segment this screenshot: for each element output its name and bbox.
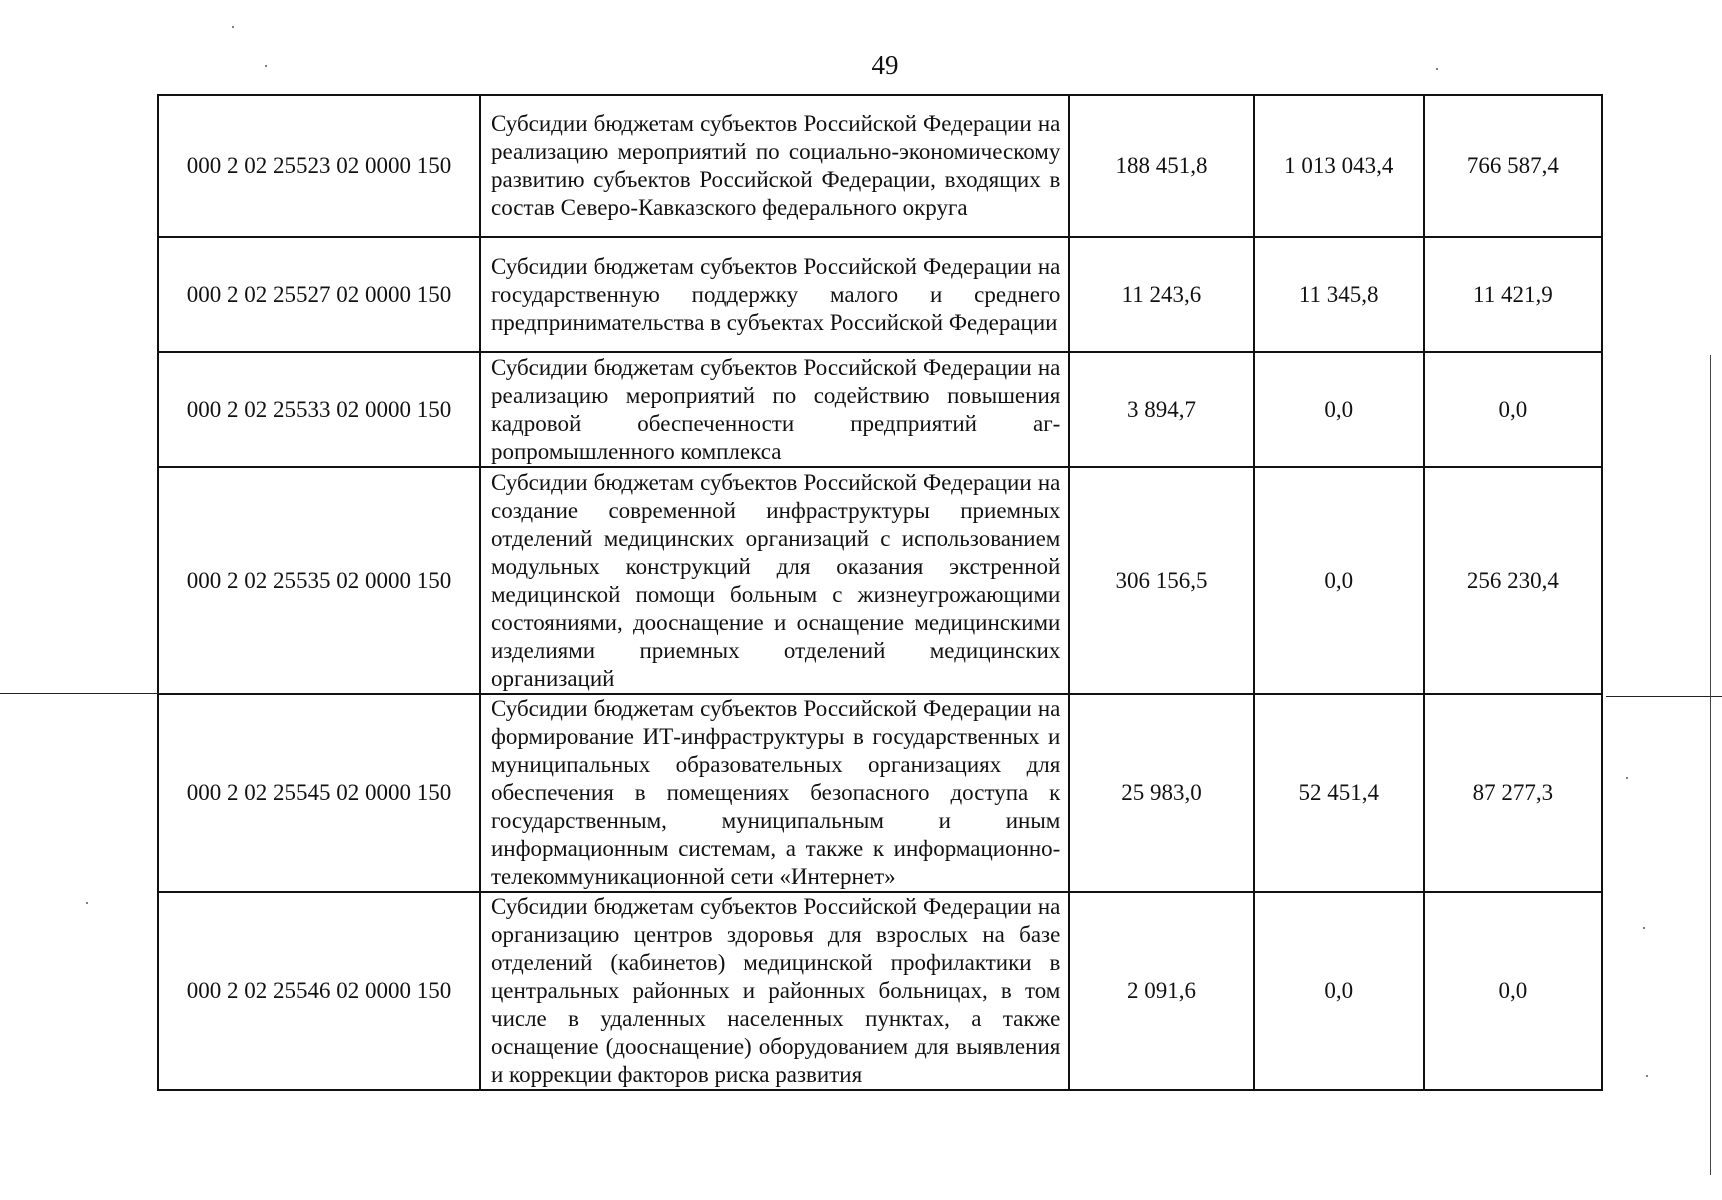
budget-code-cell: 000 2 02 25523 02 0000 150 [158, 95, 480, 237]
table-row [158, 237, 1602, 352]
scan-speck [232, 26, 234, 28]
value-year1-cell: 306 156,5 [1069, 467, 1253, 694]
scan-speck [86, 902, 88, 904]
value-year2-cell: 1 013 043,4 [1254, 95, 1424, 237]
value-year1-cell: 25 983,0 [1069, 694, 1253, 892]
value-year1-cell: 11 243,6 [1069, 237, 1253, 352]
budget-table [157, 94, 1603, 1091]
budget-code-cell: 000 2 02 25527 02 0000 150 [158, 237, 480, 352]
description-cell: Субсидии бюджетам субъектов Российской Федерации на реализацию мероприятий по содействию повышения кадровой обеспеченности предприятий агропромышленного комплекса [480, 352, 1069, 467]
scan-speck [1646, 1075, 1648, 1077]
scan-speck [1643, 927, 1645, 929]
value-year2-cell: 0,0 [1254, 352, 1424, 467]
value-year2-cell: 52 451,4 [1254, 694, 1424, 892]
description-cell: Субсидии бюджетам субъектов Российской Федерации на организацию центров здоровья для взрослых на базе отделений (кабинетов) медицинской профилактики в центральных районных и районных больницах, в том числе в удаленных населенных пунктах, а также оснащение (дооснащение) оборудованием для выявления и коррекции факторов риска развития [480, 892, 1069, 1090]
scan-fold-line-right [1606, 696, 1722, 697]
scan-speck [1626, 777, 1628, 779]
description-cell: Субсидии бюджетам субъектов Российской Федерации на формирование ИТ-инфраструктуры в государственных и муниципальных образовательных организациях для обеспечения в помещениях безопасного доступа к государственным, муниципальным и иным информационным системам, а также к информационно-телекоммуникационной сети «Интернет» [480, 694, 1069, 892]
table-row [158, 95, 1602, 237]
scan-edge-line [1710, 355, 1711, 1175]
value-year1-cell: 3 894,7 [1069, 352, 1253, 467]
budget-code-cell: 000 2 02 25545 02 0000 150 [158, 694, 480, 892]
value-year2-cell: 0,0 [1254, 467, 1424, 694]
scan-speck [265, 65, 267, 67]
value-year1-cell: 188 451,8 [1069, 95, 1253, 237]
value-year3-cell: 766 587,4 [1424, 95, 1602, 237]
value-year2-cell: 11 345,8 [1254, 237, 1424, 352]
description-cell: Субсидии бюджетам субъектов Российской Федерации на реализацию мероприятий по социально-экономическому развитию субъектов Российской Федерации, входящих в состав Северо-Кавказского федерального округа [480, 95, 1069, 237]
page-number: 49 [871, 50, 899, 80]
value-year1-cell: 2 091,6 [1069, 892, 1253, 1090]
value-year2-cell: 0,0 [1254, 892, 1424, 1090]
budget-code-cell: 000 2 02 25535 02 0000 150 [158, 467, 480, 694]
description-cell: Субсидии бюджетам субъектов Российской Федерации на государственную поддержку малого и среднего предпринимательства в субъектах Российской Федерации [480, 237, 1069, 352]
value-year3-cell: 0,0 [1424, 892, 1602, 1090]
value-year3-cell: 256 230,4 [1424, 467, 1602, 694]
budget-code-cell: 000 2 02 25533 02 0000 150 [158, 352, 480, 467]
value-year3-cell: 87 277,3 [1424, 694, 1602, 892]
scan-fold-line-left [0, 693, 160, 694]
value-year3-cell: 0,0 [1424, 352, 1602, 467]
value-year3-cell: 11 421,9 [1424, 237, 1602, 352]
description-cell: Субсидии бюджетам субъектов Российской Федерации на создание современной инфраструктуры приемных отделений медицинских организаций с использованием модульных конструкций для оказания экстренной медицинской помощи больным с жизнеугрожающими состояниями, дооснащение и оснащение медицинскими изделиями приемных отделений медицинских организаций [480, 467, 1069, 694]
table-row [158, 694, 1602, 892]
table-row [158, 467, 1602, 694]
table-row [158, 892, 1602, 1090]
budget-code-cell: 000 2 02 25546 02 0000 150 [158, 892, 480, 1090]
table-row [158, 352, 1602, 467]
scan-speck [1436, 68, 1438, 70]
